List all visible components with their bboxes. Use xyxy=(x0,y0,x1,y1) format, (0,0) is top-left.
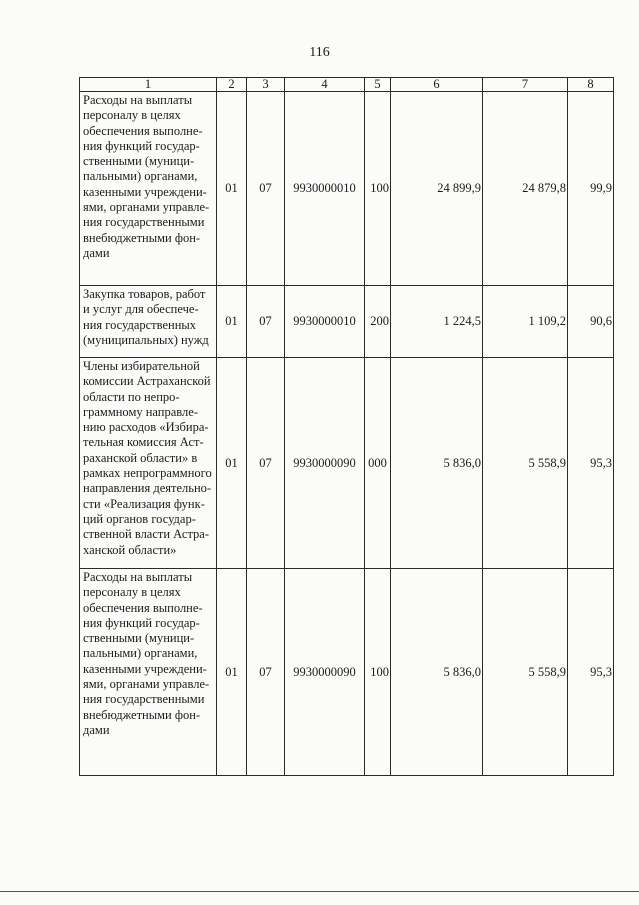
target-article-cell: 9930000090 xyxy=(285,358,365,569)
percent-cell: 90,6 xyxy=(568,286,614,358)
percent-cell: 95,3 xyxy=(568,569,614,776)
column-header: 5 xyxy=(365,78,391,92)
amount-cell: 1 224,5 xyxy=(391,286,483,358)
amount-cell: 5 836,0 xyxy=(391,569,483,776)
column-number-row xyxy=(80,78,614,92)
expense-name-cell: Расходы на выплаты персоналу в целях обеспечения выполне-ния функций государ-ственными (муници-пальными) органами, казенными учреждени-ями, органами управле-ния государственными внебюджетными фон-дами xyxy=(80,92,217,286)
amount-cell: 1 109,2 xyxy=(483,286,568,358)
section-cell: 01 xyxy=(217,358,247,569)
expense-name-cell: Расходы на выплаты персоналу в целях обеспечения выполне-ния функций государ-ственными (муници-пальными) органами, казенными учреждени-ями, органами управле-ния государственными внебюджетными фон-дами xyxy=(80,569,217,776)
target-article-cell: 9930000010 xyxy=(285,286,365,358)
subsection-cell: 07 xyxy=(247,286,285,358)
target-article-cell: 9930000090 xyxy=(285,569,365,776)
table-row xyxy=(80,286,614,358)
subsection-cell: 07 xyxy=(247,358,285,569)
expense-type-cell: 000 xyxy=(365,358,391,569)
percent-cell: 99,9 xyxy=(568,92,614,286)
column-header: 8 xyxy=(568,78,614,92)
amount-cell: 5 558,9 xyxy=(483,569,568,776)
expense-type-cell: 200 xyxy=(365,286,391,358)
target-article-cell: 9930000010 xyxy=(285,92,365,286)
column-header: 3 xyxy=(247,78,285,92)
percent-cell: 95,3 xyxy=(568,358,614,569)
table-row xyxy=(80,358,614,569)
section-cell: 01 xyxy=(217,569,247,776)
expense-name-cell: Члены избирательной комиссии Астраханской области по непро-граммному направле-нию расходов «Избира-тельная комиссия Аст-раханской области» в рамках непрограммного направления деятельно-сти «Реализация функ-ций органов государ-ственной власти Астра-ханской области» xyxy=(80,358,217,569)
column-header: 2 xyxy=(217,78,247,92)
expense-type-cell: 100 xyxy=(365,92,391,286)
amount-cell: 5 558,9 xyxy=(483,358,568,569)
budget-table xyxy=(79,77,614,776)
amount-cell: 24 899,9 xyxy=(391,92,483,286)
page-number: 116 xyxy=(309,45,330,60)
section-cell: 01 xyxy=(217,92,247,286)
amount-cell: 5 836,0 xyxy=(391,358,483,569)
column-header: 7 xyxy=(483,78,568,92)
scan-edge-line xyxy=(0,891,639,892)
subsection-cell: 07 xyxy=(247,92,285,286)
expense-type-cell: 100 xyxy=(365,569,391,776)
column-header: 4 xyxy=(285,78,365,92)
column-header: 6 xyxy=(391,78,483,92)
expense-name-cell: Закупка товаров, работ и услуг для обеспече-ния государственных (муниципальных) нужд xyxy=(80,286,217,358)
subsection-cell: 07 xyxy=(247,569,285,776)
section-cell: 01 xyxy=(217,286,247,358)
column-header: 1 xyxy=(80,78,217,92)
table-row xyxy=(80,569,614,776)
table-row xyxy=(80,92,614,286)
amount-cell: 24 879,8 xyxy=(483,92,568,286)
